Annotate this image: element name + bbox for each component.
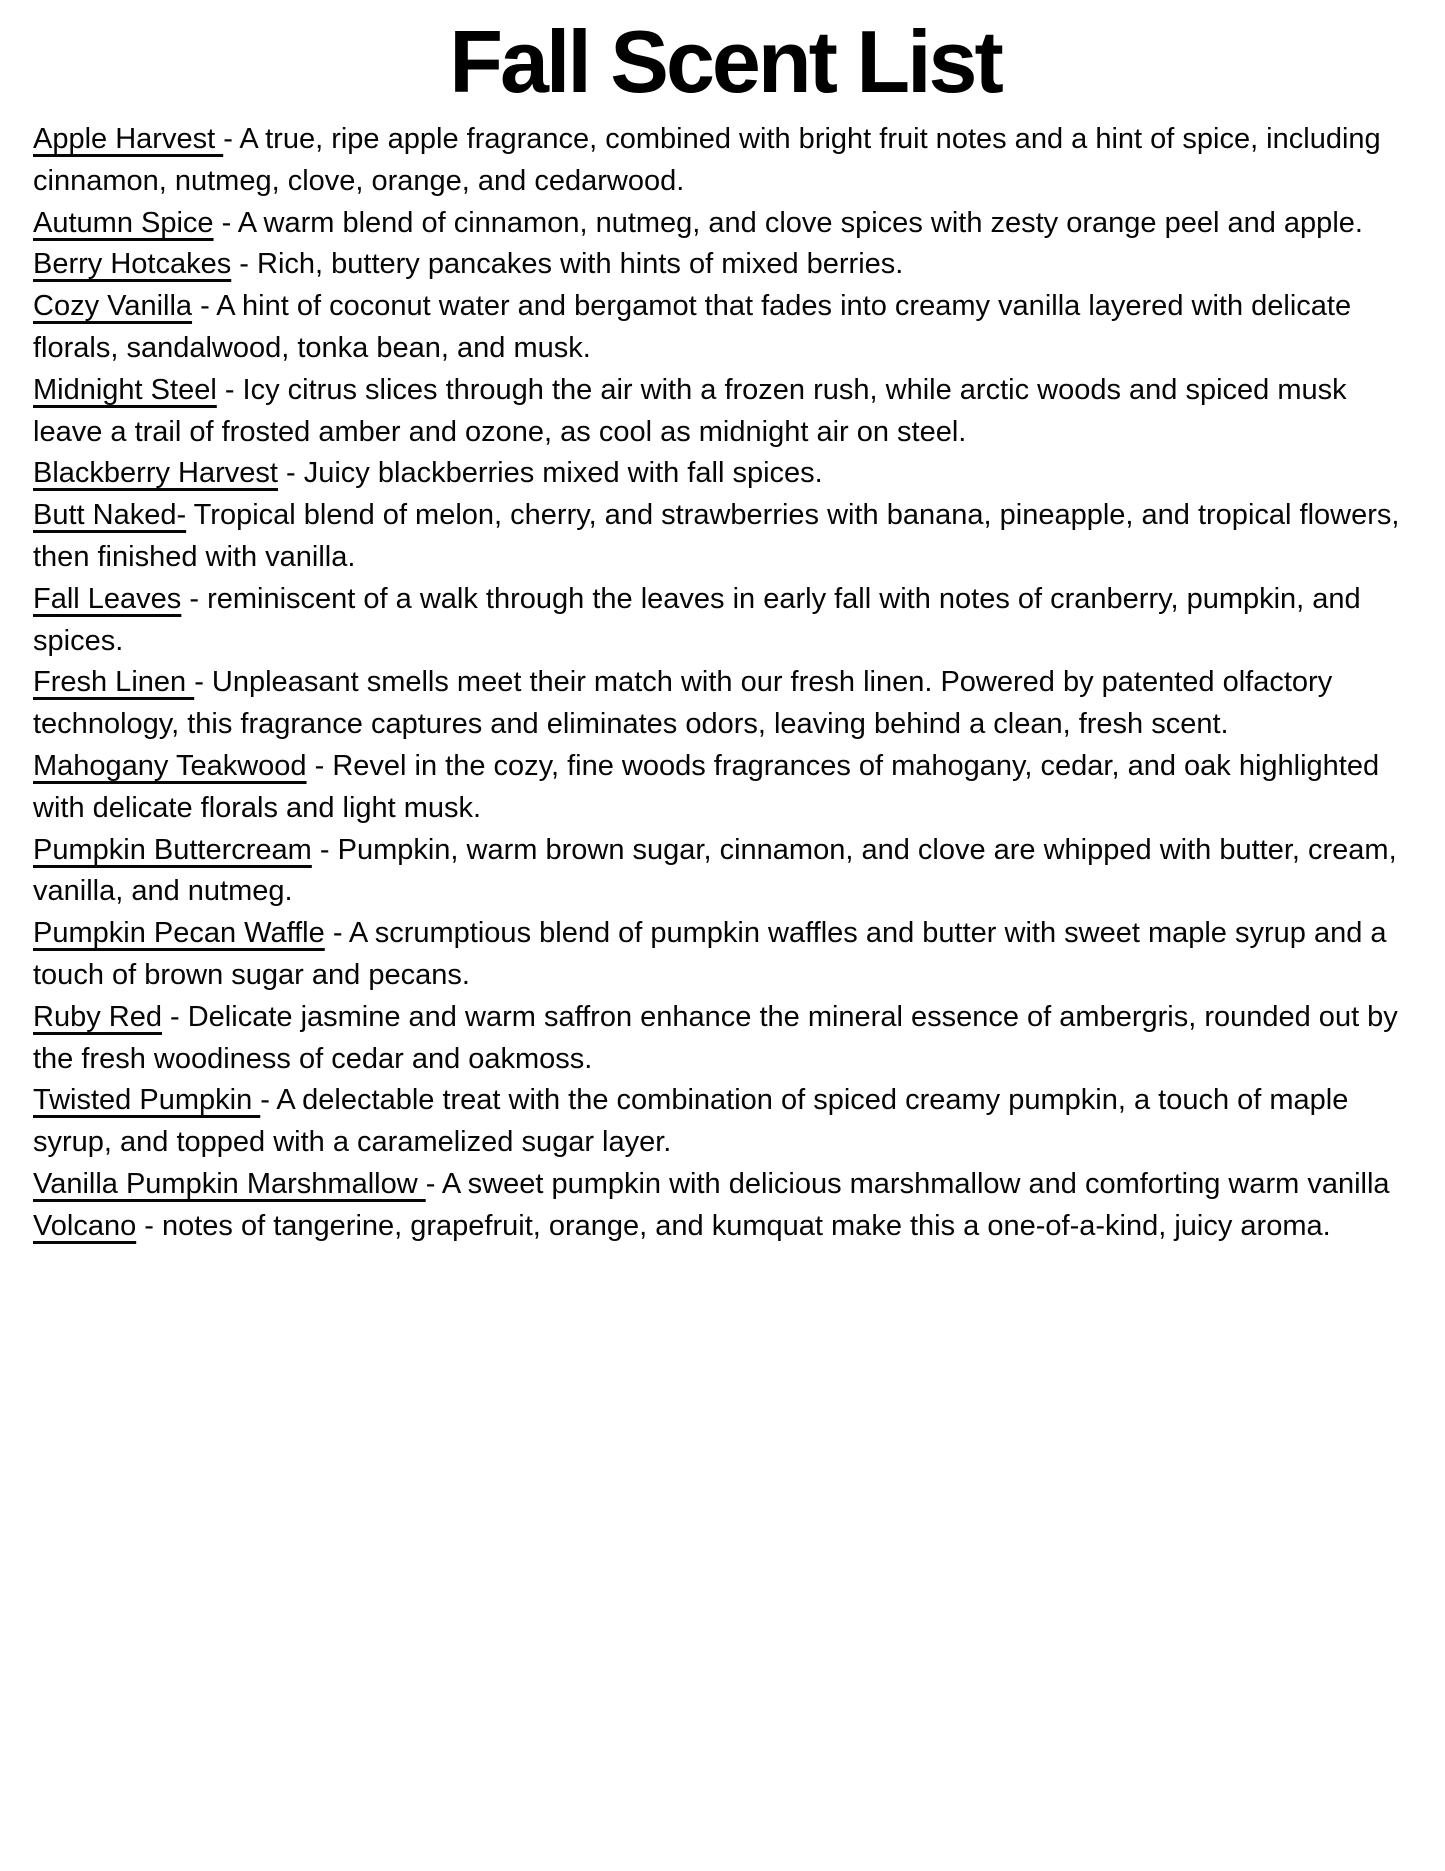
scent-entry: [33, 997, 1417, 1081]
scent-description: - reminiscent of a walk through the leaves in early fall with notes of cranberry, pumpkin, and spices.: [33, 582, 1361, 657]
scent-description: - A warm blend of cinnamon, nutmeg, and clove spices with zesty orange peel and apple.: [213, 206, 1363, 239]
scent-description: - A delectable treat with the combination of spiced creamy pumpkin, a touch of maple syrup, and topped with a caramelized sugar layer.: [33, 1084, 1349, 1159]
scent-description: - A hint of coconut water and bergamot that fades into creamy vanilla layered with delicate florals, sandalwood, tonka bean, and musk.: [33, 290, 1352, 364]
scent-description: - notes of tangerine, grapefruit, orange, and kumquat make this a one-of-a-kind, juicy aroma.: [136, 1209, 1331, 1242]
scent-description: - Rich, buttery pancakes with hints of mixed berries.: [231, 248, 904, 281]
scent-entry: [33, 1164, 1417, 1206]
scent-description: - A true, ripe apple fragrance, combined with bright fruit notes and a hint of spice, including cinnamon, nutmeg, clove, orange, and cedarwood.: [33, 123, 1381, 197]
scent-entry: [33, 830, 1417, 914]
scent-name: Fresh Linen: [33, 666, 195, 699]
scent-name: Blackberry Harvest: [33, 457, 278, 490]
scent-entry: [33, 1206, 1417, 1248]
scent-entry: [33, 746, 1417, 830]
scent-name: Apple Harvest: [33, 123, 224, 155]
scent-description: - Delicate jasmine and warm saffron enhance the mineral essence of ambergris, rounded out by the fresh woodiness of cedar and oakmoss.: [33, 1000, 1398, 1075]
scent-name: Pumpkin Buttercream: [33, 833, 312, 866]
scent-description: Tropical blend of melon, cherry, and strawberries with banana, pineapple, and tropical flowers, then finished with vanilla.: [33, 499, 1400, 573]
scent-name: Volcano: [33, 1209, 137, 1242]
scent-entry: [33, 119, 1417, 203]
scent-description: - A sweet pumpkin with delicious marshmallow and comforting warm vanilla: [425, 1167, 1390, 1200]
scent-name: Midnight Steel: [33, 373, 217, 406]
scent-entry: [33, 662, 1417, 746]
scent-entry: [33, 244, 1417, 286]
scent-description: - Unpleasant smells meet their match with our fresh linen. Powered by patented olfactory technology, this fragrance captures and eliminates odors, leaving behind a clean, fresh scent.: [33, 666, 1333, 741]
scent-name: Berry Hotcakes: [33, 248, 232, 281]
scent-entry: [33, 370, 1417, 454]
scent-name: Fall Leaves: [33, 582, 182, 615]
scent-name: Mahogany Teakwood: [33, 749, 307, 782]
scent-description: - Revel in the cozy, fine woods fragrances of mahogany, cedar, and oak highlighted with delicate florals and light musk.: [33, 749, 1380, 824]
scent-entry: [33, 453, 1417, 495]
scent-name: Cozy Vanilla: [33, 290, 193, 323]
scent-name: Vanilla Pumpkin Marshmallow: [33, 1167, 426, 1200]
scent-description: - A scrumptious blend of pumpkin waffles and butter with sweet maple syrup and a touch of brown sugar and pecans.: [33, 917, 1387, 991]
scent-entry: [33, 495, 1417, 579]
scent-name: Pumpkin Pecan Waffle: [33, 917, 325, 950]
scent-description: - Pumpkin, warm brown sugar, cinnamon, and clove are whipped with butter, cream, vanilla, and nutmeg.: [33, 833, 1397, 908]
scent-name: Butt Naked-: [33, 499, 187, 532]
scent-description: - Juicy blackberries mixed with fall spices.: [277, 457, 823, 490]
scent-entry: [33, 579, 1417, 663]
scent-entry: [33, 286, 1417, 370]
scent-entry: [33, 203, 1417, 245]
scent-name: Autumn Spice: [33, 206, 214, 239]
scent-name: Twisted Pumpkin: [33, 1084, 261, 1117]
scent-entry: [33, 1080, 1417, 1164]
scent-list: [33, 119, 1417, 1248]
scent-entry: [33, 913, 1417, 997]
scent-name: Ruby Red: [33, 1000, 162, 1033]
scent-description: - Icy citrus slices through the air with a frozen rush, while arctic woods and spiced musk leave a trail of frosted amber and ozone, as cool as midnight air on steel.: [33, 373, 1347, 448]
page-title: Fall Scent List: [449, 12, 1001, 111]
